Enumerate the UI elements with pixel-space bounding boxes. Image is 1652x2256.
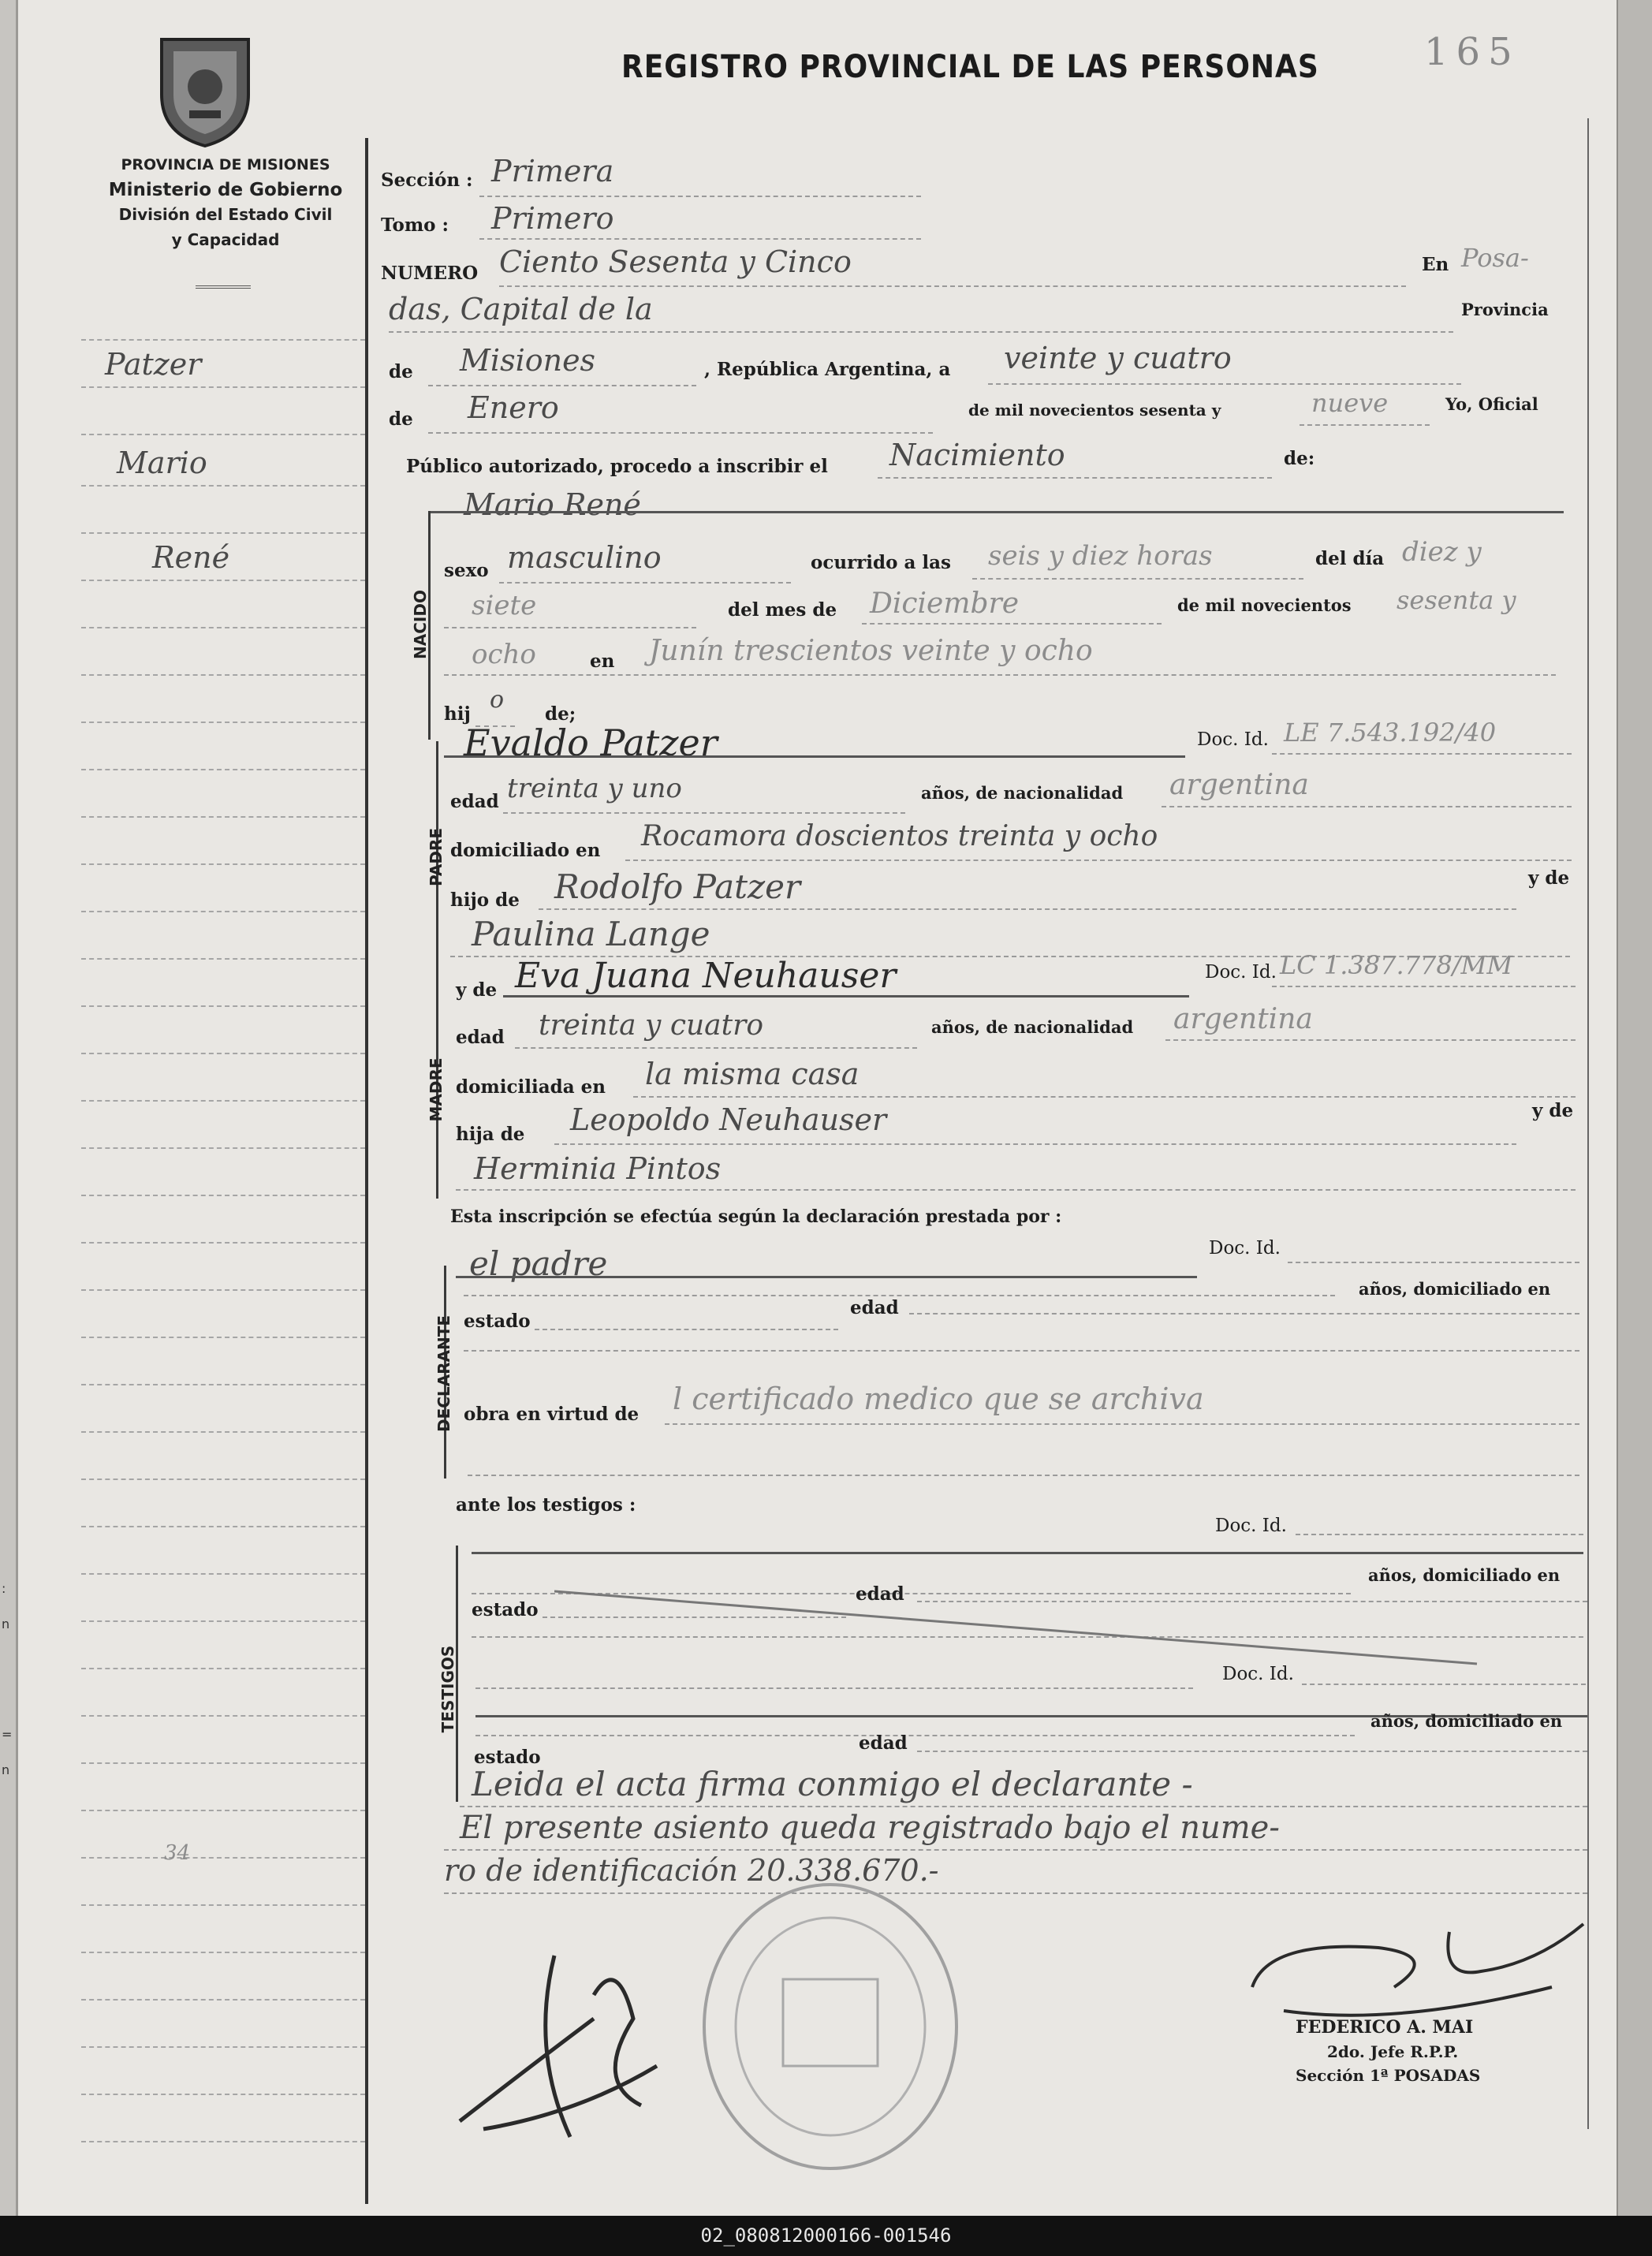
label-en: En (1422, 254, 1449, 275)
label-ocurrido: ocurrido a las (811, 552, 951, 573)
label-t1-edad: edad (856, 1583, 904, 1605)
field-madre-nac: argentina (1173, 1003, 1313, 1035)
handwritten-signature-left (436, 1924, 704, 2161)
cancel-stroke (554, 1585, 1485, 1672)
label-de-mil-2: de mil novecientos (1177, 595, 1352, 615)
label-sexo: sexo (444, 560, 489, 581)
label-de-hij: de; (545, 703, 576, 725)
label-yo-oficial: Yo, Oficial (1445, 394, 1538, 414)
field-padre-nac: argentina (1169, 769, 1309, 801)
field-padre-dom: Rocamora doscientos treinta y ocho (641, 820, 1158, 852)
label-ante: ante los testigos : (456, 1494, 636, 1516)
label-t2-anos: años, domiciliado en (1370, 1711, 1563, 1731)
margin-surname: Patzer (105, 347, 202, 382)
label-padre-doc: Doc. Id. (1197, 729, 1269, 750)
label-declarante: DECLARANTE (434, 1314, 453, 1433)
agency-underline (196, 285, 251, 289)
label-del-mes: del mes de (728, 599, 837, 621)
label-de-mil: de mil novecientos sesenta y (968, 401, 1221, 420)
page-number: 165 (1424, 30, 1520, 74)
field-anio: nueve (1311, 388, 1389, 418)
label-madre-dom: domiciliada en (456, 1076, 606, 1098)
label-y-de-m: y de (1532, 1100, 1574, 1121)
label-padre: PADRE (427, 828, 446, 886)
margin-name-2: René (152, 540, 230, 575)
field-madre-nombre: Eva Juana Neuhauser (515, 956, 897, 996)
signatory-role: 2do. Jefe R.P.P. (1327, 2042, 1459, 2061)
field-seccion: Primera (491, 154, 614, 188)
agency-division: División del Estado Civil (118, 205, 333, 224)
label-decl-doc: Doc. Id. (1209, 1238, 1281, 1259)
label-t1-anos: años, domiciliado en (1368, 1565, 1561, 1585)
image-identifier: 02_080812000166-001546 (0, 2216, 1652, 2256)
label-decl-estado: estado (464, 1311, 531, 1332)
field-hora: seis y diez horas (988, 540, 1213, 572)
label-provincia: Provincia (1461, 300, 1549, 319)
label-t1-doc: Doc. Id. (1215, 1516, 1287, 1536)
field-en-cont: das, Capital de la (389, 292, 653, 326)
field-padre-doc: LE 7.543.192/40 (1284, 718, 1497, 748)
coat-of-arms-icon (154, 32, 256, 150)
field-sexo: masculino (507, 540, 662, 575)
field-provincia: Misiones (460, 343, 596, 378)
label-y-de-madre: y de (456, 979, 498, 1001)
label-tomo: Tomo : (381, 214, 449, 236)
label-republica: , República Argentina, a (704, 359, 951, 380)
margin-name-1: Mario (117, 446, 207, 480)
page-binding-edge (1617, 0, 1652, 2216)
field-dia: veinte y cuatro (1004, 341, 1232, 375)
field-en: Posa- (1461, 243, 1529, 273)
agency-capacity: y Capacidad (171, 230, 280, 249)
field-nombre: Mario René (464, 487, 641, 522)
label-madre-nac: años, de nacionalidad (931, 1017, 1134, 1037)
note-line-1: Leida el acta firma conmigo el declarante - (472, 1765, 1193, 1803)
field-anio-nac-2: ocho (472, 639, 536, 670)
right-border-rule (1587, 118, 1589, 2129)
label-de-prov: de (389, 361, 413, 382)
field-numero: Ciento Sesenta y Cinco (499, 244, 852, 279)
note-line-3: ro de identificación 20.338.670.- (444, 1853, 939, 1888)
label-hija-de: hija de (456, 1124, 525, 1145)
label-testigos: TESTIGOS (438, 1645, 457, 1733)
label-y-de-p: y de (1528, 867, 1570, 889)
label-decl-anos: años, domiciliado en (1359, 1279, 1551, 1299)
field-dia-nac-2: siete (472, 590, 537, 621)
field-madre-doc: LC 1.387.778/MM (1280, 950, 1513, 980)
field-madre-dom: la misma casa (645, 1057, 860, 1091)
label-de-mes: de (389, 408, 413, 430)
signatory-section: Sección 1ª POSADAS (1296, 2066, 1481, 2085)
adjacent-page-edge: : n = n (0, 0, 16, 2216)
label-nacido: NACIDO (411, 590, 430, 659)
field-mes-nac: Diciembre (870, 587, 1020, 620)
label-t2-edad: edad (859, 1732, 908, 1754)
field-mes: Enero (468, 390, 559, 425)
field-lugar: Junín trescientos veinte y ocho (649, 635, 1093, 667)
registry-sheet (16, 0, 1619, 2216)
label-madre: MADRE (427, 1057, 446, 1122)
label-madre-doc: Doc. Id. (1205, 962, 1277, 983)
field-tomo: Primero (491, 201, 614, 236)
field-acto: Nacimiento (889, 438, 1065, 472)
label-esta-inscripcion: Esta inscripción se efectúa según la declaración prestada por : (450, 1206, 1062, 1227)
label-en-lugar: en (590, 651, 615, 672)
main-vertical-rule (365, 138, 368, 2204)
field-anio-nac-1: sesenta y (1397, 585, 1516, 615)
registry-stamp-icon (696, 1877, 964, 2176)
label-hijo-de: hijo de (450, 889, 520, 911)
label-t1-estado: estado (472, 1599, 539, 1620)
field-padre-edad: treinta y uno (507, 773, 682, 804)
label-t2-doc: Doc. Id. (1222, 1664, 1294, 1684)
field-abuela-p: Paulina Lange (472, 915, 710, 953)
label-de-colon: de: (1284, 448, 1315, 469)
label-madre-edad: edad (456, 1027, 505, 1048)
label-numero: NUMERO (381, 263, 479, 284)
field-obra: l certificado medico que se archiva (673, 1382, 1204, 1416)
label-publico: Público autorizado, procedo a inscribir el (406, 456, 828, 477)
label-padre-edad: edad (450, 791, 499, 812)
field-abuelo-m: Leopoldo Neuhauser (570, 1102, 887, 1137)
field-abuela-m: Herminia Pintos (474, 1151, 722, 1186)
page-title: REGISTRO PROVINCIAL DE LAS PERSONAS (621, 49, 1319, 85)
handwritten-signature-right (1236, 1892, 1599, 2034)
field-declarante: el padre (469, 1244, 608, 1283)
note-line-2: El presente asiento queda registrado bajo el nume- (460, 1810, 1280, 1846)
agency-province: PROVINCIA DE MISIONES (121, 156, 330, 173)
field-hij-suffix: o (490, 686, 505, 714)
field-padre-nombre: Evaldo Patzer (464, 722, 718, 764)
field-madre-edad: treinta y cuatro (539, 1009, 763, 1042)
label-decl-edad: edad (850, 1297, 899, 1318)
label-obra: obra en virtud de (464, 1404, 640, 1425)
signatory-name: FEDERICO A. MAI (1296, 2017, 1474, 2038)
label-padre-nac: años, de nacionalidad (921, 783, 1124, 803)
margin-mark: 34 (164, 1841, 191, 1865)
label-padre-dom: domiciliado en (450, 840, 601, 861)
label-t2-estado: estado (474, 1747, 541, 1768)
label-hij: hij (444, 703, 471, 725)
field-abuelo-p: Rodolfo Patzer (554, 867, 801, 906)
field-dia-nac-1: diez y (1402, 536, 1482, 568)
label-del-dia: del día (1315, 548, 1385, 569)
agency-ministry: Ministerio de Gobierno (108, 180, 343, 200)
label-seccion: Sección : (381, 170, 473, 191)
